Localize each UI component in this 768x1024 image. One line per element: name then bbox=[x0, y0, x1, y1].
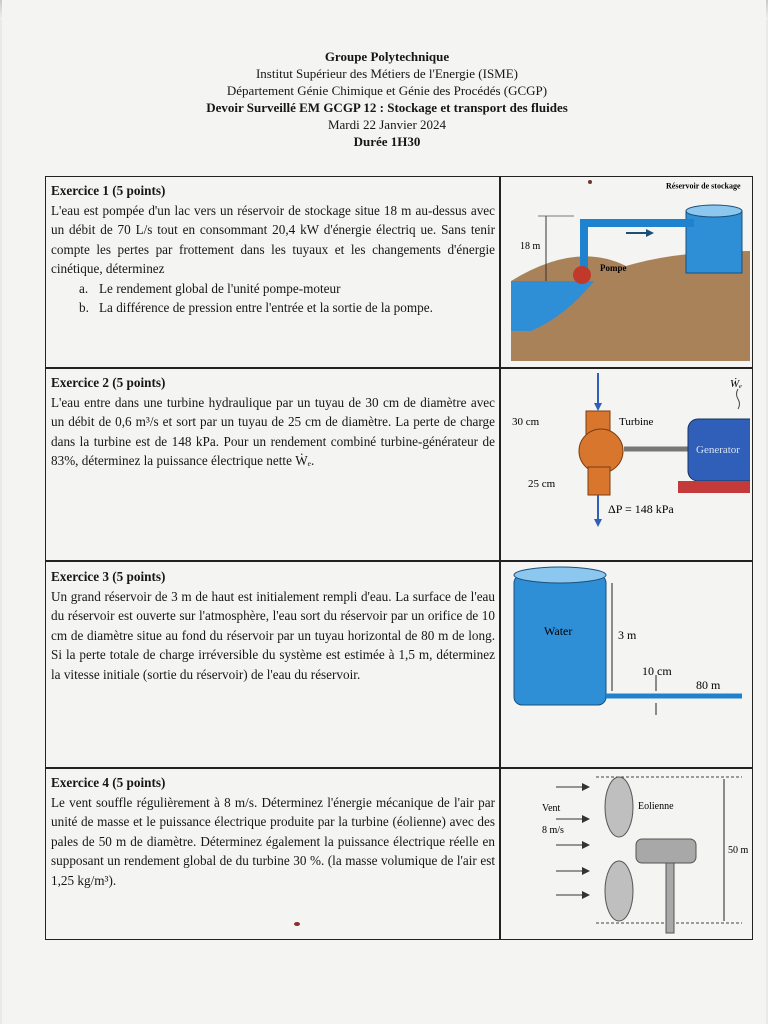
pump-body bbox=[573, 266, 591, 284]
question-marker: a. bbox=[79, 280, 89, 296]
flow-arrowhead bbox=[646, 229, 654, 237]
exercise-title: Exercice 2 (5 points) bbox=[51, 375, 166, 390]
water-tank bbox=[514, 575, 606, 705]
reservoir-label: Réservoir de stockage bbox=[666, 181, 741, 191]
wind-label: Vent bbox=[542, 803, 561, 814]
question-marker: b. bbox=[79, 300, 89, 315]
header-exam-title: Devoir Surveillé EM GCGP 12 : Stockage et transport des fluides bbox=[206, 100, 568, 115]
generator-label: Generator bbox=[696, 444, 740, 456]
row-divider bbox=[46, 767, 752, 769]
pressure-drop-label: ΔP = 148 kPa bbox=[608, 502, 674, 516]
question-item bbox=[79, 298, 495, 318]
diameter-label: 10 cm bbox=[642, 664, 672, 678]
exercise-statement: Le vent souffle régulièrement à 8 m/s. Déterminez l'énergie mécanique de l'air par unité de masse et le puissance électrique produite par la turbine (éolienne) avec des pales de 50 m de diamètre. Déterminez également la puissance électrique réelle en supposant un rendement global de du turbine 30 %. (la masse volumique de l'air est 1,25 kg/m³). bbox=[51, 794, 495, 888]
turbine-casing bbox=[579, 429, 623, 473]
tank-top bbox=[686, 205, 742, 217]
exercise-4 bbox=[51, 773, 495, 890]
exercise-statement: L'eau entre dans une turbine hydraulique par un tuyau de 30 cm de diamètre avec un débit de 0,6 m³/s et sort par un tuyau de 25 cm de diamètre. La perte de charge dans la turbine est de 148 kPa. Pour un rendement combiné turbine-générateur de 83%, déterminez la puissance électrique nette Ẇₑ. bbox=[51, 394, 495, 468]
exercise-title: Exercice 1 (5 points) bbox=[51, 183, 166, 198]
length-label: 80 m bbox=[696, 678, 721, 692]
turbine-label: Eolienne bbox=[638, 801, 674, 812]
pump-reservoir-figure bbox=[506, 181, 750, 361]
question-text: La différence de pression entre l'entrée et la sortie de la pompe. bbox=[99, 300, 433, 315]
tank-top bbox=[514, 567, 606, 583]
exercise-3 bbox=[51, 567, 495, 684]
lower-blade bbox=[605, 861, 633, 921]
pump-label: Pompe bbox=[600, 263, 627, 273]
tower bbox=[666, 863, 674, 933]
header-duration: Durée 1H30 bbox=[353, 134, 421, 149]
generator-base bbox=[678, 481, 750, 493]
exercise-statement: Un grand réservoir de 3 m de haut est initialement rempli d'eau. La surface de l'eau du réservoir est ouverte sur l'atmosphère, l'eau sort du réservoir par un orifice de 10 cm de diamètre situe au fond du réservoir par un tuyau horizontal de 80 m de long. Si la perte totale de charge irréversible du système est estimée à 1,5 m, déterminez la vitesse initiale (sortie du réservoir) de l'eau du réservoir. bbox=[51, 588, 495, 682]
inlet-diameter-label: 30 cm bbox=[512, 416, 540, 428]
diameter-label: 50 m bbox=[728, 845, 749, 856]
exam-header bbox=[152, 48, 622, 150]
question-list bbox=[51, 279, 495, 318]
nacelle bbox=[636, 839, 696, 863]
question-item bbox=[79, 279, 495, 299]
header-institute: Institut Supérieur des Métiers de l'Energie (ISME) bbox=[255, 66, 519, 81]
height-label: 18 m bbox=[520, 241, 541, 252]
draining-tank-figure bbox=[506, 563, 750, 763]
exercise-2 bbox=[51, 373, 495, 471]
power-squiggle bbox=[737, 389, 740, 409]
outlet-pipe bbox=[588, 467, 610, 495]
ink-spot bbox=[294, 922, 300, 926]
header-date: Mardi 22 Janvier 2024 bbox=[327, 117, 447, 132]
turbine-generator-figure bbox=[506, 369, 750, 555]
power-label: Ẇₑ bbox=[730, 378, 743, 390]
outlet-arrowhead bbox=[594, 519, 602, 527]
column-divider bbox=[499, 177, 501, 939]
header-group: Groupe Polytechnique bbox=[324, 49, 450, 64]
inlet-arrowhead bbox=[594, 403, 602, 411]
wind-speed-label: 8 m/s bbox=[542, 825, 564, 836]
exercise-1 bbox=[51, 181, 495, 318]
height-label: 3 m bbox=[618, 628, 637, 642]
row-divider bbox=[46, 560, 752, 562]
upper-blade bbox=[605, 777, 633, 837]
exam-page bbox=[2, 0, 766, 1024]
question-text: Le rendement global de l'unité pompe-moteur bbox=[99, 280, 341, 296]
exercise-statement: L'eau est pompée d'un lac vers un réservoir de stockage situe 18 m au-dessus avec un débit de 70 L/s tout en consommant 20,4 kW d'énergie électriq ue. Sans tenir compte les pertes par frottement dans les tuyaux et les changements d'énergie cinétique, déterminez bbox=[51, 202, 495, 276]
water-label: Water bbox=[544, 624, 573, 638]
wind-arrows bbox=[556, 783, 590, 899]
exercise-title: Exercice 4 (5 points) bbox=[51, 775, 166, 790]
storage-tank bbox=[686, 211, 742, 273]
wind-turbine-figure bbox=[506, 771, 750, 937]
ink-spot bbox=[588, 180, 592, 184]
header-department: Département Génie Chimique et Génie des Procédés (GCGP) bbox=[226, 83, 548, 98]
outlet-diameter-label: 25 cm bbox=[528, 478, 556, 490]
exercise-table bbox=[45, 176, 753, 940]
exercise-title: Exercice 3 (5 points) bbox=[51, 569, 166, 584]
turbine-label: Turbine bbox=[619, 416, 654, 428]
